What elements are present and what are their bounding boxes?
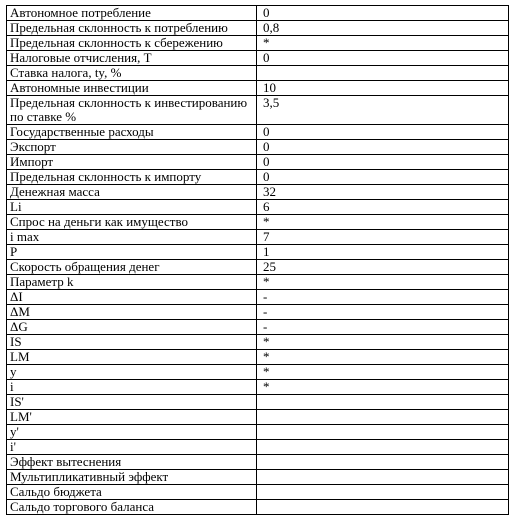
table-row: [7, 170, 509, 185]
table-row: [7, 66, 509, 81]
table-row: [7, 305, 509, 320]
row-label: IS': [7, 395, 257, 410]
row-value: 0: [257, 155, 509, 170]
row-value: 0: [257, 51, 509, 66]
table-row: [7, 335, 509, 350]
table-row: [7, 96, 509, 125]
row-value: [257, 410, 509, 425]
table-row: [7, 290, 509, 305]
row-value: *: [257, 215, 509, 230]
row-value: -: [257, 290, 509, 305]
row-value: [257, 425, 509, 440]
table-row: [7, 185, 509, 200]
row-label: Сальдо бюджета: [7, 485, 257, 500]
row-value: 6: [257, 200, 509, 215]
row-label: ΔI: [7, 290, 257, 305]
parameters-table: [6, 5, 509, 515]
table-row: [7, 6, 509, 21]
table-row: [7, 485, 509, 500]
table-row: [7, 200, 509, 215]
row-label: Li: [7, 200, 257, 215]
row-label: Государственные расходы: [7, 125, 257, 140]
row-value: 3,5: [257, 96, 509, 125]
row-value: [257, 500, 509, 515]
row-label: i': [7, 440, 257, 455]
row-value: *: [257, 275, 509, 290]
table-row: [7, 21, 509, 36]
table-row: [7, 350, 509, 365]
row-label: i: [7, 380, 257, 395]
row-label: LM: [7, 350, 257, 365]
parameters-sheet: [6, 5, 508, 515]
table-row: [7, 125, 509, 140]
row-label: Налоговые отчисления, Т: [7, 51, 257, 66]
table-row: [7, 230, 509, 245]
row-value: [257, 440, 509, 455]
table-row: [7, 140, 509, 155]
row-value: 0: [257, 170, 509, 185]
row-label: Ставка налога, ty, %: [7, 66, 257, 81]
row-value: [257, 395, 509, 410]
row-value: 0,8: [257, 21, 509, 36]
table-row: [7, 260, 509, 275]
row-value: *: [257, 380, 509, 395]
row-value: 1: [257, 245, 509, 260]
row-label: ΔG: [7, 320, 257, 335]
row-label: Денежная масса: [7, 185, 257, 200]
table-row: [7, 275, 509, 290]
row-label: y: [7, 365, 257, 380]
row-value: 25: [257, 260, 509, 275]
row-label: y': [7, 425, 257, 440]
row-value: -: [257, 320, 509, 335]
row-label: Параметр k: [7, 275, 257, 290]
table-row: [7, 500, 509, 515]
table-row: [7, 470, 509, 485]
row-label: Экспорт: [7, 140, 257, 155]
table-row: [7, 81, 509, 96]
row-label: Автономные инвестиции: [7, 81, 257, 96]
row-value: [257, 455, 509, 470]
row-value: 0: [257, 6, 509, 21]
row-label: Предельная склонность к сбережению: [7, 36, 257, 51]
table-row: [7, 51, 509, 66]
table-row: [7, 380, 509, 395]
row-value: 32: [257, 185, 509, 200]
row-value: *: [257, 335, 509, 350]
row-label: Предельная склонность к импорту: [7, 170, 257, 185]
table-row: [7, 440, 509, 455]
row-label: Спрос на деньги как имущество: [7, 215, 257, 230]
table-row: [7, 395, 509, 410]
row-label: LM': [7, 410, 257, 425]
row-label: IS: [7, 335, 257, 350]
row-label: Скорость обращения денег: [7, 260, 257, 275]
table-row: [7, 455, 509, 470]
row-value: -: [257, 305, 509, 320]
row-value: 0: [257, 140, 509, 155]
row-value: *: [257, 365, 509, 380]
row-value: *: [257, 36, 509, 51]
row-label: ΔM: [7, 305, 257, 320]
row-label: Сальдо торгового баланса: [7, 500, 257, 515]
table-row: [7, 320, 509, 335]
row-label: P: [7, 245, 257, 260]
row-label: Импорт: [7, 155, 257, 170]
table-row: [7, 425, 509, 440]
table-row: [7, 410, 509, 425]
table-row: [7, 245, 509, 260]
row-label: i max: [7, 230, 257, 245]
table-row: [7, 365, 509, 380]
row-value: 7: [257, 230, 509, 245]
row-value: *: [257, 350, 509, 365]
row-value: [257, 470, 509, 485]
table-row: [7, 215, 509, 230]
table-row: [7, 36, 509, 51]
row-label: Предельная склонность к потреблению: [7, 21, 257, 36]
row-label: Эффект вытеснения: [7, 455, 257, 470]
row-value: [257, 485, 509, 500]
row-label: Предельная склонность к инвестированию по ставке %: [7, 96, 257, 125]
table-row: [7, 155, 509, 170]
row-label: Автономное потребление: [7, 6, 257, 21]
row-value: [257, 66, 509, 81]
row-value: 10: [257, 81, 509, 96]
row-value: 0: [257, 125, 509, 140]
row-label: Мультипликативный эффект: [7, 470, 257, 485]
